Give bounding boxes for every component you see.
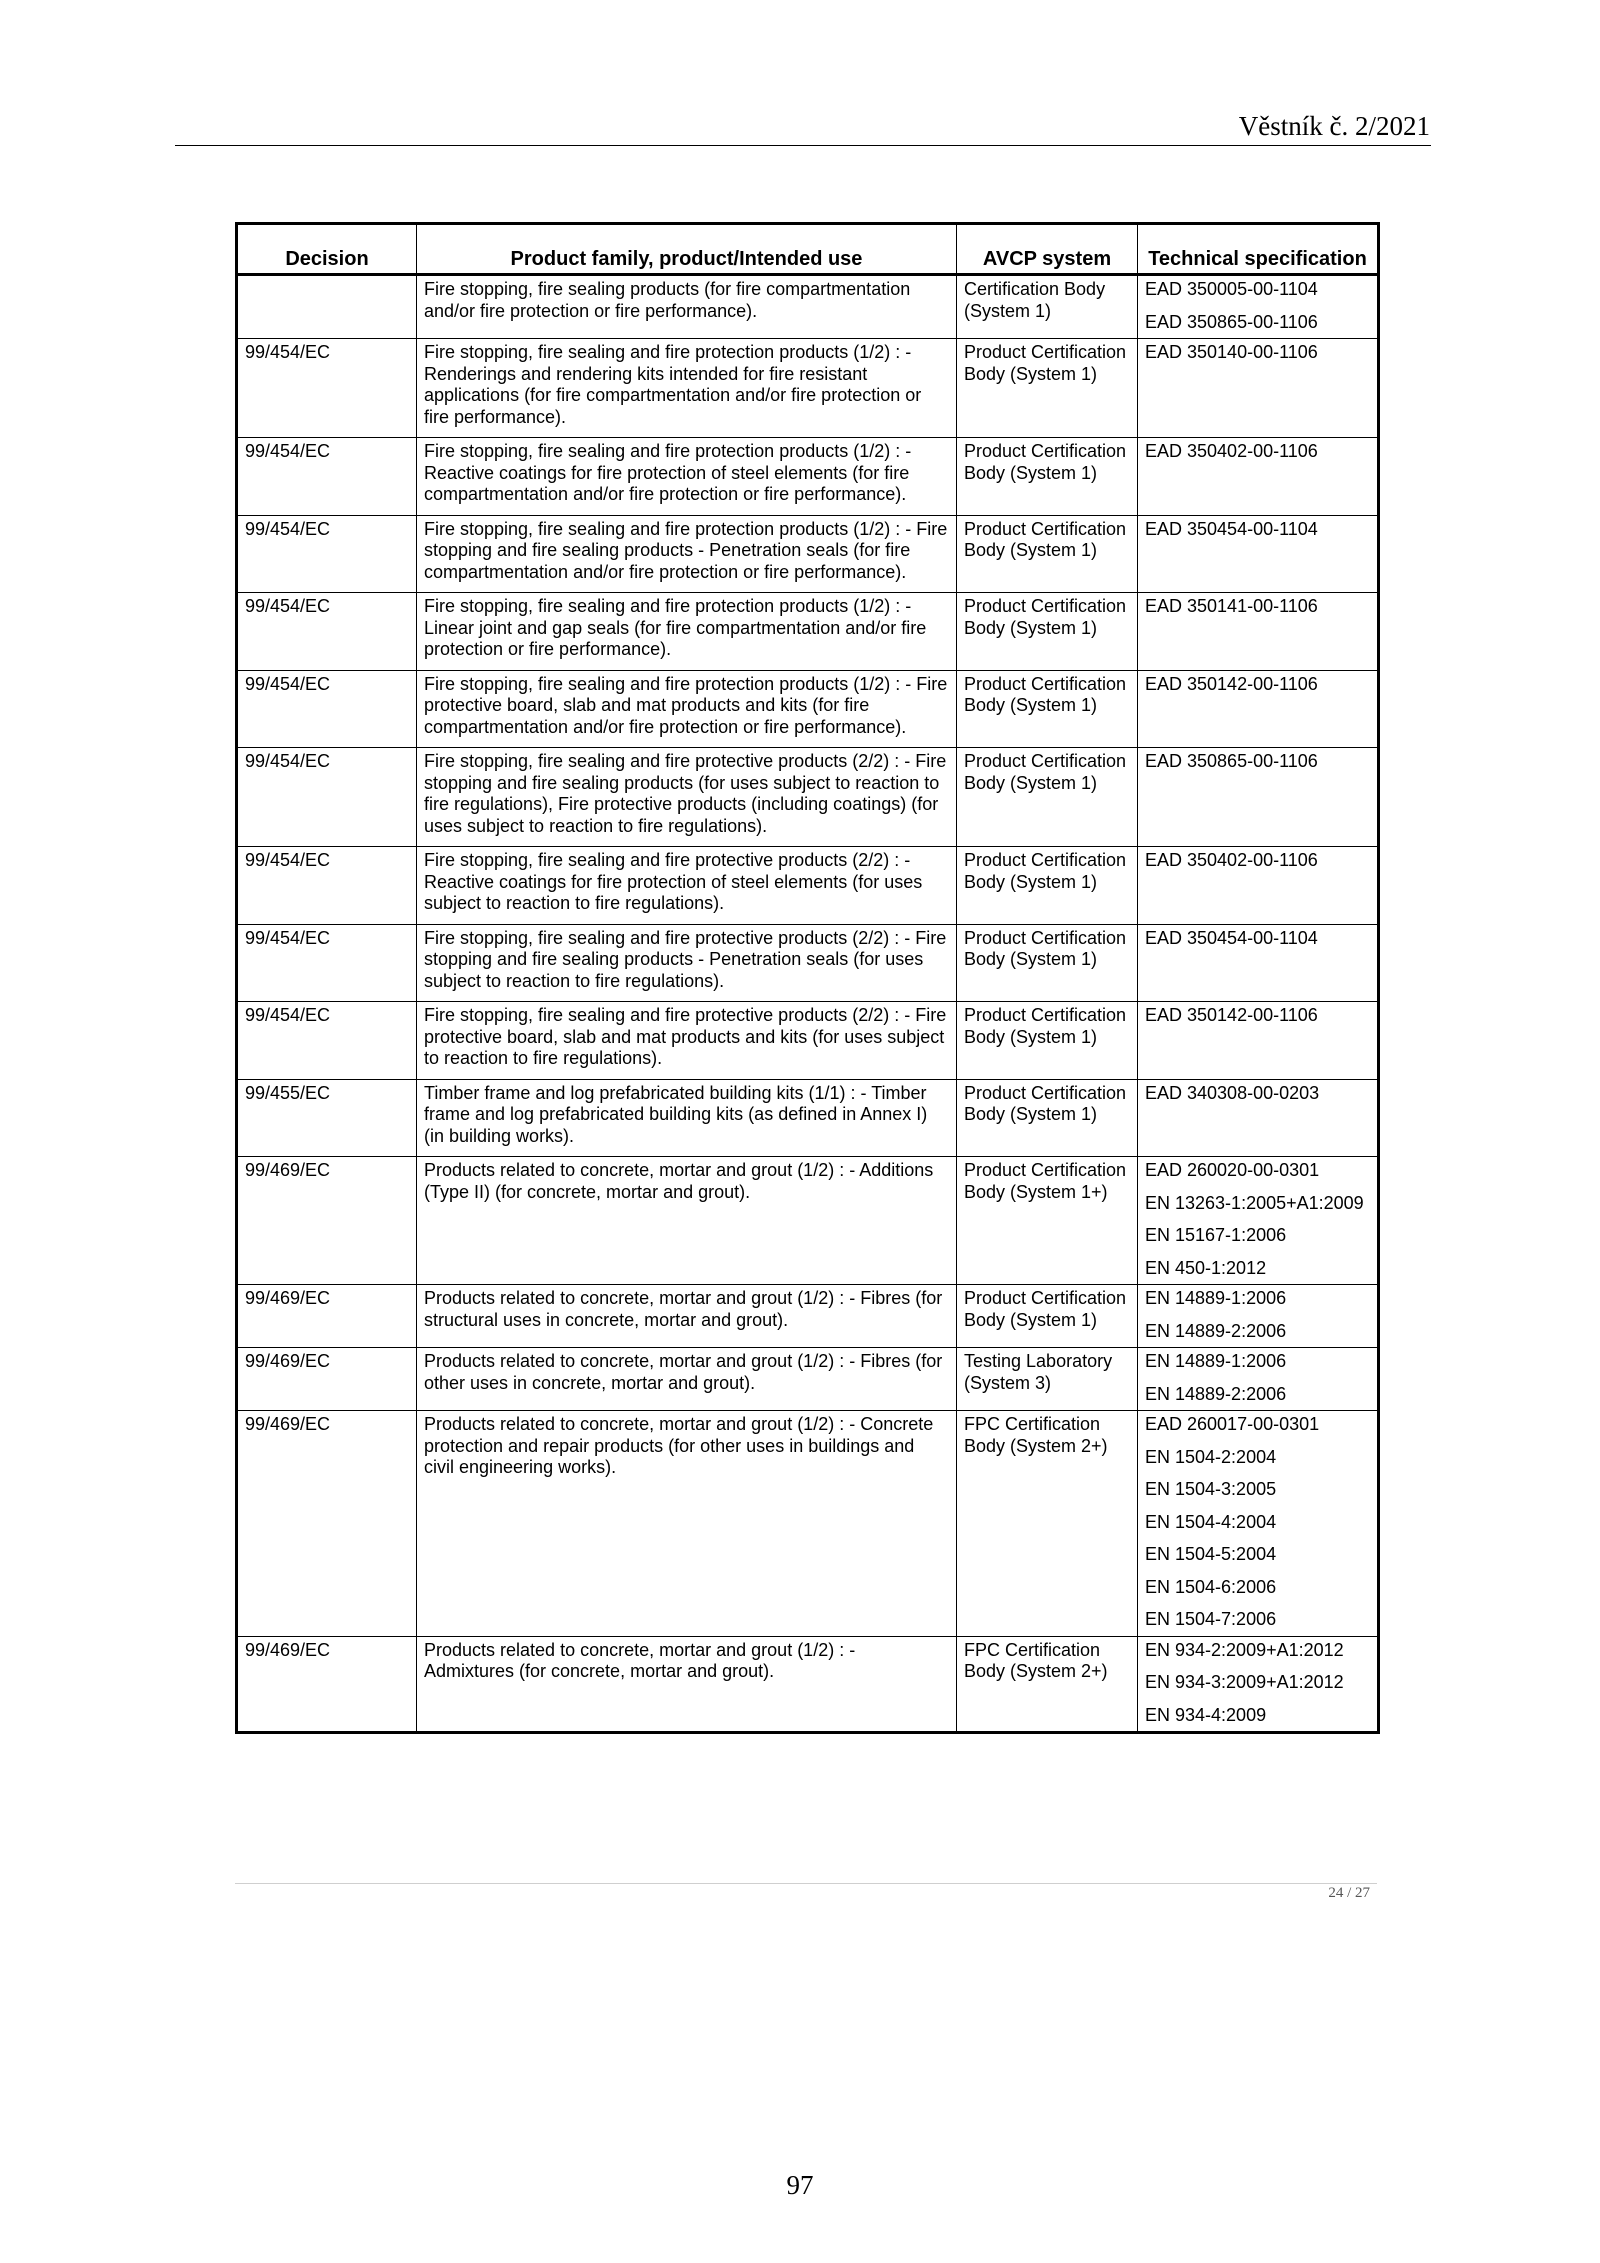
specification-cell — [1138, 1079, 1379, 1157]
specification-cell — [1138, 1002, 1379, 1080]
table-row — [237, 438, 1379, 516]
specification-item: EN 934-2:2009+A1:2012 — [1145, 1639, 1344, 1660]
table-row — [237, 847, 1379, 925]
specification-item: EAD 350454-00-1104 — [1145, 518, 1318, 539]
product-cell: Products related to concrete, mortar and grout (1/2) : - Admixtures (for concrete, mortar and grout). — [417, 1636, 957, 1733]
specification-item: EN 934-4:2009 — [1145, 1704, 1267, 1725]
column-header-specification: Technical specification — [1138, 224, 1379, 275]
header-divider — [175, 145, 1431, 146]
avcp-cell: Product Certification Body (System 1) — [957, 670, 1138, 748]
table-row — [237, 1157, 1379, 1285]
product-cell: Fire stopping, fire sealing and fire protection products (1/2) : - Reactive coatings for fire protection of steel elements (for fire compartmentation and/or fire protection or fire performance). — [417, 438, 957, 516]
journal-title: Věstník č. 2/2021 — [1238, 111, 1430, 141]
product-cell: Fire stopping, fire sealing and fire protection products (1/2) : - Fire protective board, slab and mat products and kits (for fire compartmentation and/or fire protection or fire performance). — [417, 670, 957, 748]
specification-item: EAD 350865-00-1106 — [1145, 311, 1318, 332]
product-cell: Fire stopping, fire sealing and fire protection products (1/2) : - Renderings and rendering kits intended for fire resistant applications (for fire compartmentation and/or fire protection or fire performance). — [417, 339, 957, 438]
specification-item: EAD 350142-00-1106 — [1145, 1005, 1318, 1025]
avcp-cell: FPC Certification Body (System 2+) — [957, 1636, 1138, 1733]
specification-item: EN 450-1:2012 — [1145, 1257, 1267, 1278]
decision-cell: 99/469/EC — [237, 1285, 417, 1348]
specification-cell — [1138, 1411, 1379, 1637]
column-header-product: Product family, product/Intended use — [417, 224, 957, 275]
avcp-cell: Product Certification Body (System 1+) — [957, 1157, 1138, 1285]
specification-cell — [1138, 1157, 1379, 1285]
decision-cell: 99/469/EC — [237, 1157, 417, 1285]
table-row — [237, 339, 1379, 438]
specification-cell — [1138, 438, 1379, 516]
table-row — [237, 670, 1379, 748]
product-cell: Products related to concrete, mortar and grout (1/2) : - Concrete protection and repair products (for other uses in buildings and civil engineering works). — [417, 1411, 957, 1637]
specification-cell — [1138, 847, 1379, 925]
table-row — [237, 515, 1379, 593]
decision-cell: 99/454/EC — [237, 670, 417, 748]
table-row — [237, 1002, 1379, 1080]
decision-cell: 99/454/EC — [237, 748, 417, 847]
specification-item: EAD 350865-00-1106 — [1145, 751, 1318, 771]
specification-item: EN 14889-2:2006 — [1145, 1320, 1287, 1341]
table-row — [237, 275, 1379, 339]
specification-item: EN 1504-6:2006 — [1145, 1576, 1277, 1597]
avcp-cell: Product Certification Body (System 1) — [957, 593, 1138, 671]
decision-cell: 99/455/EC — [237, 1079, 417, 1157]
avcp-cell: Testing Laboratory (System 3) — [957, 1348, 1138, 1411]
table-row — [237, 1348, 1379, 1411]
avcp-cell: Product Certification Body (System 1) — [957, 847, 1138, 925]
specification-item: EN 15167-1:2006 — [1145, 1225, 1287, 1245]
product-cell: Fire stopping, fire sealing and fire protective products (2/2) : - Fire stopping and fire sealing products - Penetration seals (for uses subject to reaction to fire regulations). — [417, 924, 957, 1002]
decision-cell: 99/469/EC — [237, 1411, 417, 1637]
specification-item: EAD 340308-00-0203 — [1145, 1082, 1320, 1103]
avcp-cell: Product Certification Body (System 1) — [957, 1002, 1138, 1080]
product-cell: Fire stopping, fire sealing products (for fire compartmentation and/or fire protection or fire performance). — [417, 275, 957, 339]
specification-item: EN 1504-2:2004 — [1145, 1446, 1277, 1467]
table-header-row — [237, 224, 1379, 275]
column-header-avcp: AVCP system — [957, 224, 1138, 275]
footer-divider — [235, 1883, 1377, 1884]
product-cell: Products related to concrete, mortar and grout (1/2) : - Fibres (for structural uses in concrete, mortar and grout). — [417, 1285, 957, 1348]
decision-cell: 99/454/EC — [237, 847, 417, 925]
product-cell: Fire stopping, fire sealing and fire protection products (1/2) : - Linear joint and gap seals (for fire compartmentation and/or fire protection or fire performance). — [417, 593, 957, 671]
product-cell: Products related to concrete, mortar and grout (1/2) : - Fibres (for other uses in concrete, mortar and grout). — [417, 1348, 957, 1411]
specification-cell — [1138, 1348, 1379, 1411]
avcp-cell: FPC Certification Body (System 2+) — [957, 1411, 1138, 1637]
specification-cell — [1138, 924, 1379, 1002]
specification-item: EN 1504-7:2006 — [1145, 1609, 1277, 1629]
specification-item: EN 1504-4:2004 — [1145, 1511, 1277, 1532]
avcp-cell: Product Certification Body (System 1) — [957, 438, 1138, 516]
decision-cell: 99/469/EC — [237, 1636, 417, 1733]
avcp-cell: Product Certification Body (System 1) — [957, 748, 1138, 847]
decision-cell: 99/454/EC — [237, 924, 417, 1002]
table-row — [237, 748, 1379, 847]
avcp-cell: Product Certification Body (System 1) — [957, 339, 1138, 438]
table-row — [237, 1636, 1379, 1733]
product-cell: Products related to concrete, mortar and grout (1/2) : - Additions (Type II) (for concrete, mortar and grout). — [417, 1157, 957, 1285]
decision-cell: 99/469/EC — [237, 1348, 417, 1411]
decision-cell: 99/454/EC — [237, 593, 417, 671]
product-cell: Fire stopping, fire sealing and fire protective products (2/2) : - Fire stopping and fire sealing products (for uses subject to reaction to fire regulations), Fire protective products (including coatings) (for uses subject to reaction to fire regulations). — [417, 748, 957, 847]
specification-item: EN 1504-3:2005 — [1145, 1479, 1277, 1499]
specification-item: EN 1504-5:2004 — [1145, 1544, 1277, 1564]
specification-cell — [1138, 339, 1379, 438]
specification-item: EAD 350005-00-1104 — [1145, 279, 1318, 299]
avcp-cell: Certification Body (System 1) — [957, 275, 1138, 339]
specification-cell — [1138, 515, 1379, 593]
page-number: 97 — [786, 2170, 814, 2200]
specification-item: EAD 350140-00-1106 — [1145, 342, 1318, 362]
avcp-cell: Product Certification Body (System 1) — [957, 1285, 1138, 1348]
specification-item: EN 934-3:2009+A1:2012 — [1145, 1672, 1344, 1692]
specification-item: EN 14889-1:2006 — [1145, 1288, 1287, 1308]
specification-cell — [1138, 670, 1379, 748]
decision-cell — [237, 275, 417, 339]
page-counter: 24 / 27 — [1328, 1885, 1370, 1901]
table-row — [237, 1079, 1379, 1157]
avcp-cell: Product Certification Body (System 1) — [957, 924, 1138, 1002]
product-cell: Fire stopping, fire sealing and fire protective products (2/2) : - Reactive coatings for fire protection of steel elements (for uses subject to reaction to fire regulations). — [417, 847, 957, 925]
product-cell: Timber frame and log prefabricated building kits (1/1) : - Timber frame and log prefabricated building kits (as defined in Annex I) (in building works). — [417, 1079, 957, 1157]
avcp-cell: Product Certification Body (System 1) — [957, 515, 1138, 593]
avcp-cell: Product Certification Body (System 1) — [957, 1079, 1138, 1157]
specification-cell — [1138, 748, 1379, 847]
decision-cell: 99/454/EC — [237, 515, 417, 593]
table-row — [237, 1411, 1379, 1637]
specification-item: EAD 350402-00-1106 — [1145, 441, 1318, 461]
specification-item: EN 13263-1:2005+A1:2009 — [1145, 1192, 1364, 1213]
specification-table — [235, 222, 1380, 1734]
decision-cell: 99/454/EC — [237, 1002, 417, 1080]
specification-cell — [1138, 275, 1379, 339]
table-body — [237, 275, 1379, 1733]
specification-item: EAD 350454-00-1104 — [1145, 927, 1318, 948]
specification-item: EAD 350141-00-1106 — [1145, 596, 1318, 616]
table-row — [237, 924, 1379, 1002]
specification-item: EAD 350402-00-1106 — [1145, 850, 1318, 870]
specification-cell — [1138, 1285, 1379, 1348]
specification-item: EAD 260020-00-0301 — [1145, 1160, 1320, 1180]
product-cell: Fire stopping, fire sealing and fire protection products (1/2) : - Fire stopping and fire sealing products - Penetration seals (for fire compartmentation and/or fire protection or fire performance). — [417, 515, 957, 593]
specification-item: EN 14889-1:2006 — [1145, 1351, 1287, 1371]
product-cell: Fire stopping, fire sealing and fire protective products (2/2) : - Fire protective board, slab and mat products and kits (for uses subject to reaction to fire regulations). — [417, 1002, 957, 1080]
specification-cell — [1138, 593, 1379, 671]
specification-item: EN 14889-2:2006 — [1145, 1383, 1287, 1404]
specification-item: EAD 260017-00-0301 — [1145, 1414, 1320, 1434]
table-row — [237, 593, 1379, 671]
decision-cell: 99/454/EC — [237, 438, 417, 516]
table-row — [237, 1285, 1379, 1348]
decision-cell: 99/454/EC — [237, 339, 417, 438]
column-header-decision: Decision — [237, 224, 417, 275]
specification-item: EAD 350142-00-1106 — [1145, 673, 1318, 694]
specification-cell — [1138, 1636, 1379, 1733]
